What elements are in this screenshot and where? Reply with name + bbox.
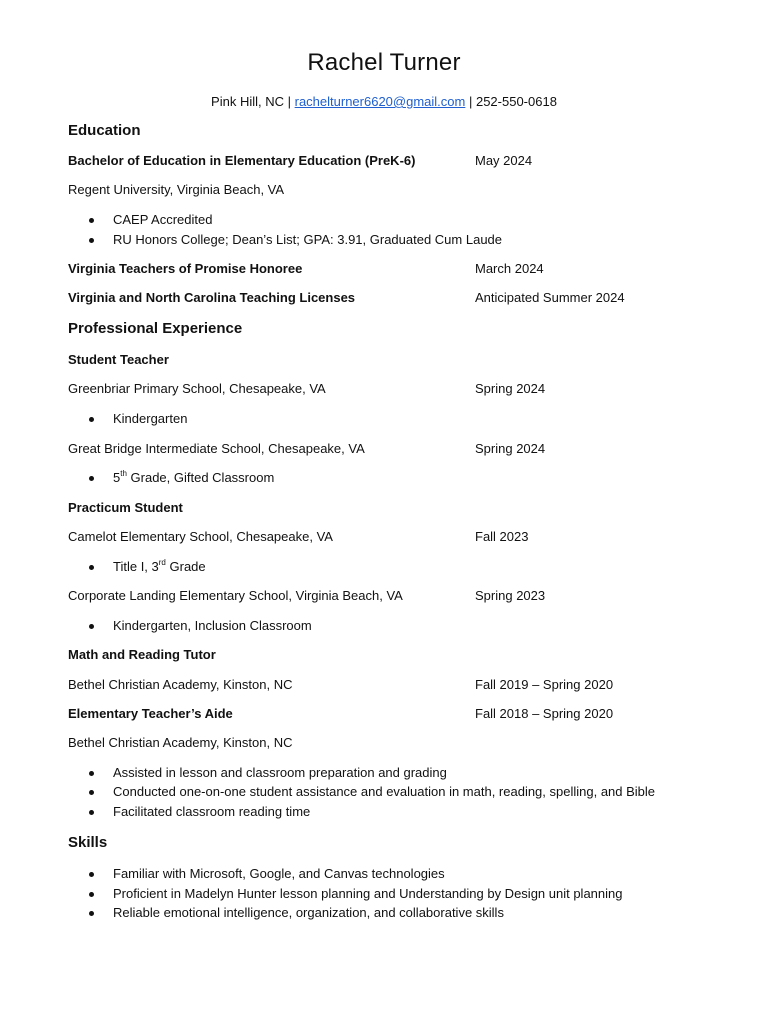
honor-date: March 2024 [475,261,544,276]
bullet-icon [89,238,94,243]
bullet-icon [89,790,94,795]
placement-date: Spring 2024 [475,381,546,396]
bullet-text: CAEP Accredited [113,212,213,227]
aide-school: Bethel Christian Academy, Kinston, NC [68,735,293,750]
bullet-text: Reliable emotional intelligence, organization, and collaborative skills [113,905,504,920]
placement-school: Camelot Elementary School, Chesapeake, VA [68,529,333,544]
bullet-icon [89,565,94,570]
bullet-icon [89,810,94,815]
placement-date: Spring 2023 [475,588,546,603]
bullet-text: RU Honors College; Dean’s List; GPA: 3.91, Graduated Cum Laude [113,232,503,247]
aide-title: Elementary Teacher’s Aide [68,706,233,721]
tutor-date: Fall 2019 – Spring 2020 [475,677,614,692]
university-line: Regent University, Virginia Beach, VA [68,182,285,197]
placement-date: Spring 2024 [475,441,546,456]
license-title: Virginia and North Carolina Teaching Licenses [68,290,356,305]
aide-date: Fall 2018 – Spring 2020 [475,706,614,721]
bullet-icon [89,218,94,223]
placement-school: Greenbriar Primary School, Chesapeake, VA [68,381,326,396]
bullet-text: Proficient in Madelyn Hunter lesson planning and Understanding by Design unit planning [113,886,623,901]
honor-title: Virginia Teachers of Promise Honoree [68,261,303,276]
bullet-icon [89,417,94,422]
student-teacher-title: Student Teacher [68,352,169,367]
bullet-text: Assisted in lesson and classroom preparation and grading [113,765,447,780]
placement-date: Fall 2023 [475,529,529,544]
bullet-icon [89,911,94,916]
bullet-icon [89,771,94,776]
bullet-text: Conducted one-on-one student assistance and evaluation in math, reading, spelling, and Bible [113,784,656,799]
tutor-school: Bethel Christian Academy, Kinston, NC [68,677,293,692]
contact-line [0,93,768,111]
placement-school: Corporate Landing Elementary School, Virginia Beach, VA [68,588,403,603]
bullet-text: 5th Grade, Gifted Classroom [113,468,275,485]
practicum-title: Practicum Student [68,500,183,515]
education-heading: Education [68,122,141,139]
email-link[interactable]: rachelturner6620@gmail.com [294,94,466,109]
bullet-icon [89,476,94,481]
bullet-text: Familiar with Microsoft, Google, and Canvas technologies [113,866,445,881]
bullet-text: Title I, 3rd Grade [113,557,206,574]
skills-heading: Skills [68,834,108,851]
degree-title: Bachelor of Education in Elementary Education (PreK-6) [68,153,416,168]
bullet-icon [89,624,94,629]
bullet-icon [89,872,94,877]
placement-school: Great Bridge Intermediate School, Chesapeake, VA [68,441,365,456]
tutor-title: Math and Reading Tutor [68,647,216,662]
license-date: Anticipated Summer 2024 [475,290,625,305]
bullet-text: Kindergarten, Inclusion Classroom [113,618,312,633]
bullet-text: Kindergarten [113,411,188,426]
bullet-text: Facilitated classroom reading time [113,804,311,819]
phone-text: | 252-550-0618 [468,94,557,109]
bullet-icon [89,892,94,897]
resume-name: Rachel Turner [307,49,461,76]
location-text: Pink Hill, NC | [211,94,291,109]
degree-date: May 2024 [475,153,533,168]
experience-heading: Professional Experience [68,320,243,337]
